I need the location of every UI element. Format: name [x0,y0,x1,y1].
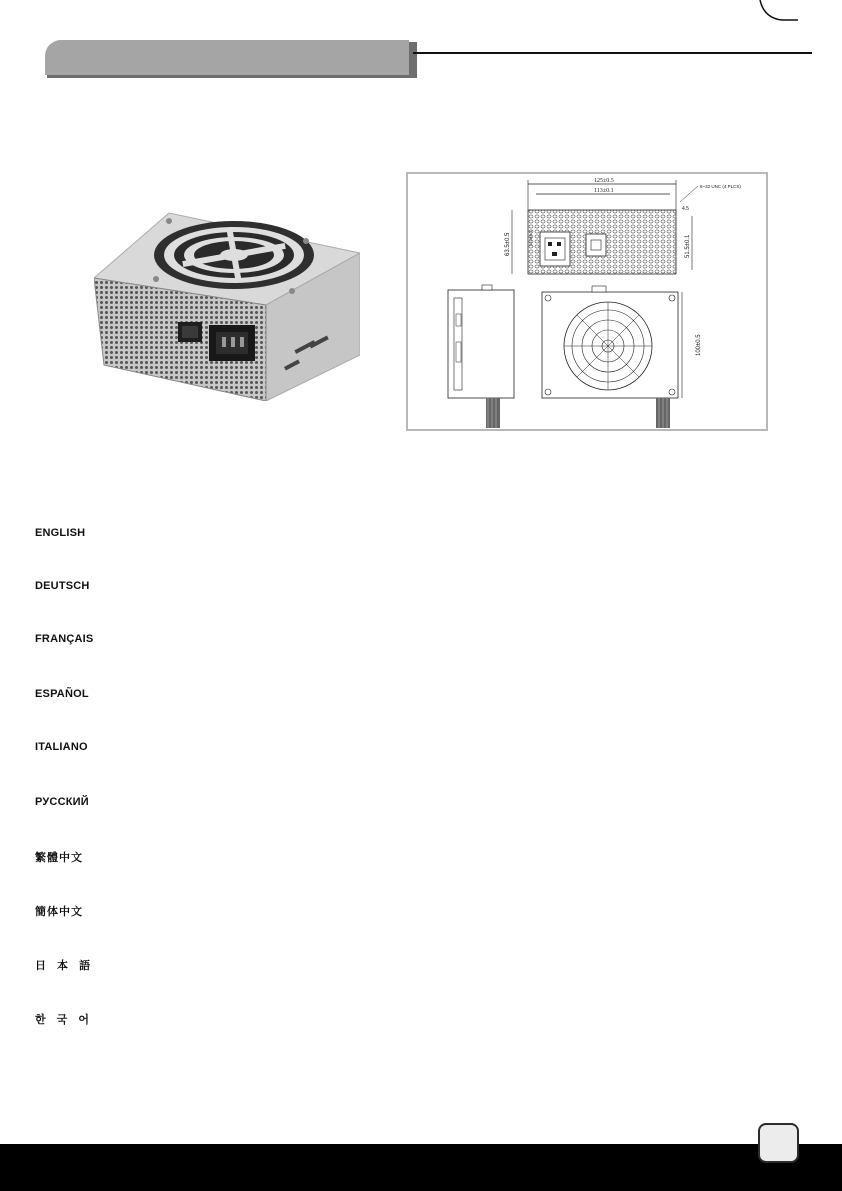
lang-italiano[interactable]: ITALIANO [35,741,88,753]
dim-overall-width: 125±0.5 [594,178,614,184]
dim-hole-span: 113±0.1 [594,188,614,194]
dim-small: 4.5 [682,206,689,212]
lang-francais[interactable]: FRANÇAIS [35,633,94,645]
corner-mark [758,0,798,22]
dim-side-height: 63.5±0.5 [505,232,511,256]
psu-dimension-drawing [406,172,768,431]
header-rule [413,52,812,54]
lang-korean[interactable]: 한 국 어 [35,1014,90,1026]
lang-simplified-chinese[interactable]: 簡体中文 [35,906,83,918]
lang-espanol[interactable]: ESPAÑOL [35,688,89,700]
lang-traditional-chinese[interactable]: 繁體中文 [35,852,83,864]
dim-hole-height: 51.5±0.1 [685,234,691,258]
psu-product-photo [94,205,360,401]
footer-bar [0,1144,842,1191]
dim-screw-note: 8~32 UNC (4 PLCS) [700,184,741,189]
lang-russian[interactable]: РУССКИЙ [35,796,89,808]
page-number-box [758,1123,799,1163]
lang-english[interactable]: ENGLISH [35,527,86,539]
dim-depth: 100±0.5 [696,334,702,356]
lang-deutsch[interactable]: DEUTSCH [35,580,90,592]
lang-japanese[interactable]: 日 本 語 [35,960,92,972]
header-tab [45,40,409,75]
dim-inlet: 52.8±0.1 [528,230,533,246]
